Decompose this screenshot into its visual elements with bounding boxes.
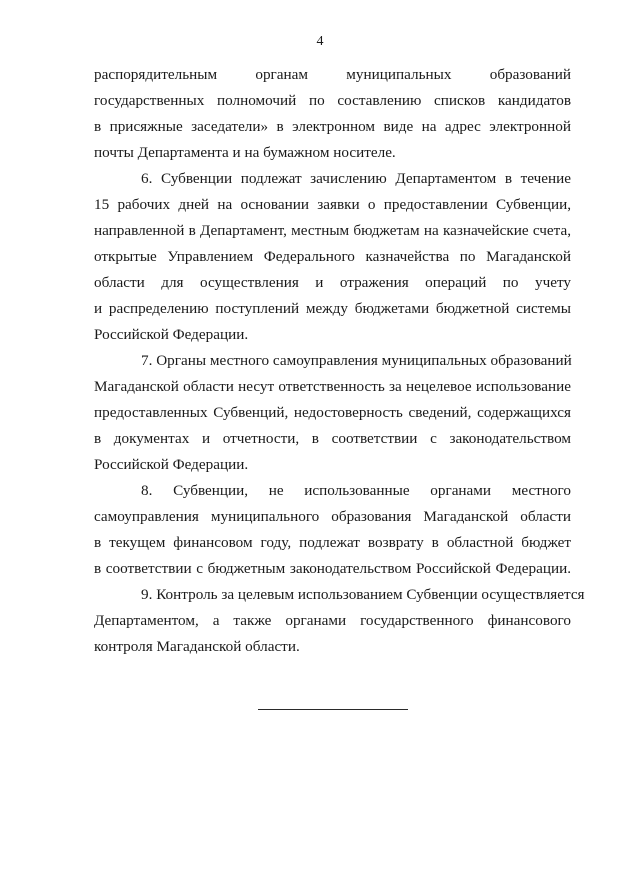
paragraph-8 [94,478,571,582]
text-line: 9. Контроль за целевым использованием Субвенции осуществляется [141,586,585,603]
text-line: 7. Органы местного самоуправления муниципальных образований [141,352,572,369]
text-line: самоуправления муниципального образования Магаданской области [94,508,571,525]
text-line: 6. Субвенции подлежат зачислению Департаментом в течение [141,170,571,187]
text-line: распорядительным органам муниципальных образований [94,66,571,83]
text-line: в соответствии с бюджетным законодательством Российской Федерации. [94,560,571,577]
text-line: 15 рабочих дней на основании заявки о предоставлении Субвенции, [94,196,571,213]
text-line: Департаментом, а также органами государственного финансового [94,612,571,629]
text-line: и распределению поступлений между бюджетами бюджетной системы [94,300,571,317]
text-line: направленной в Департамент, местным бюджетам на казначейские счета, [94,222,571,239]
text-line: почты Департамента и на бумажном носителе. [94,144,396,161]
text-line: Магаданской области несут ответственность за нецелевое использование [94,378,571,395]
text-line: 8. Субвенции, не использованные органами местного [141,482,571,499]
paragraph-7 [94,348,571,478]
paragraph-6 [94,166,571,348]
text-line: Российской Федерации. [94,326,249,343]
text-line: открытые Управлением Федерального казначейства по Магаданской [94,248,571,265]
text-line: в присяжные заседатели» в электронном виде на адрес электронной [94,118,571,135]
paragraph-continuation [94,62,571,166]
page-number: 4 [316,34,324,49]
text-line: предоставленных Субвенций, недостоверность сведений, содержащихся [94,404,571,421]
text-line: области для осуществления и отражения операций по учету [94,274,571,291]
text-line: в документах и отчетности, в соответствии с законодательством [94,430,571,447]
text-line: контроля Магаданской области. [94,638,300,655]
text-line: государственных полномочий по составлению списков кандидатов [94,92,571,109]
paragraph-9 [94,582,585,660]
end-separator-line [258,709,408,710]
text-line: Российской Федерации. [94,456,249,473]
text-line: в текущем финансовом году, подлежат возврату в областной бюджет [94,534,571,551]
